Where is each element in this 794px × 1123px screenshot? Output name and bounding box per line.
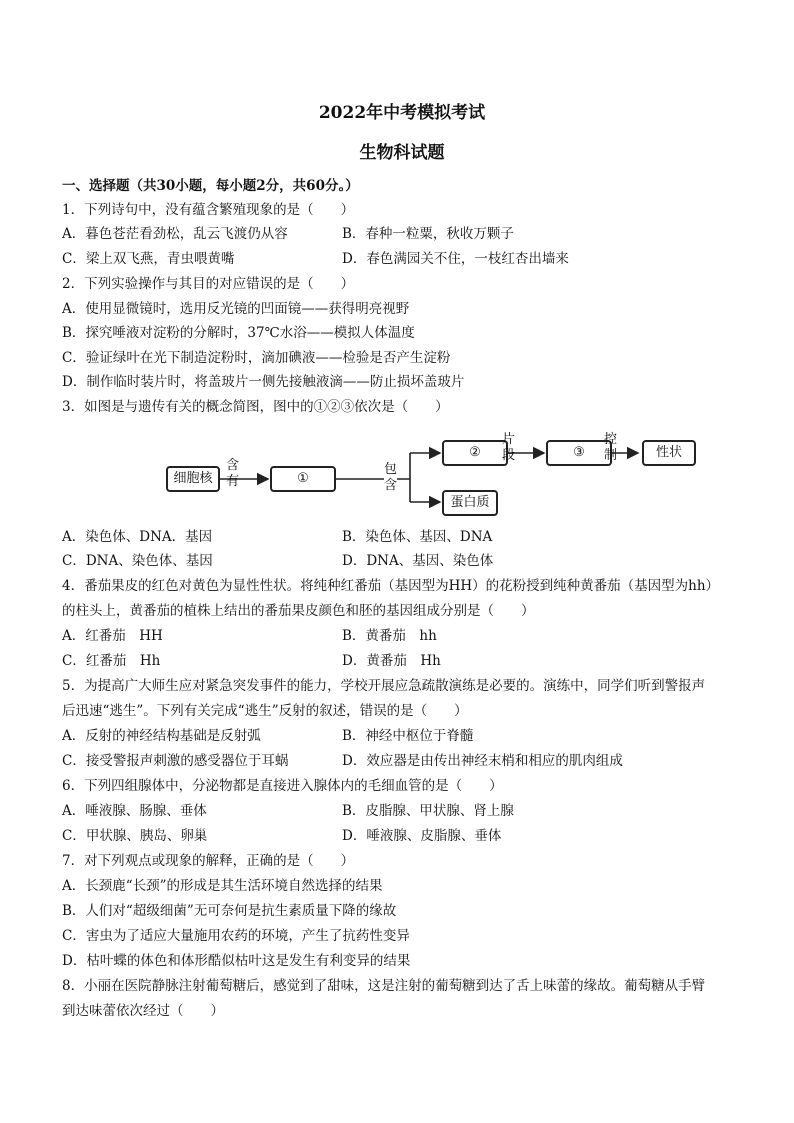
exam-subtitle: 生物科试题 bbox=[359, 143, 445, 163]
q1-option-d: D．春色满园关不住，一枝红杏出墙来 bbox=[342, 251, 569, 267]
q5-stem-line2: 后迅速“逃生”。下列有关完成“逃生”反射的叙述，错误的是（ ） bbox=[62, 703, 468, 719]
q7-stem: 7．对下列观点或现象的解释，正确的是（ ） bbox=[62, 853, 355, 869]
q1-option-a: A．暮色苍茫看劲松，乱云飞渡仍从容 bbox=[62, 226, 288, 242]
q7-option-a: A．长颈鹿“长颈”的形成是其生活环境自然选择的结果 bbox=[62, 878, 383, 894]
box-trait: 性状 bbox=[642, 440, 696, 466]
q7-option-d: D．枯叶蝶的体色和体形酷似枯叶这是发生有利变异的结果 bbox=[62, 953, 411, 969]
q3-option-b: B．染色体、基因、DNA bbox=[342, 529, 493, 545]
q8-stem-line1: 8．小丽在医院静脉注射葡萄糖后，感觉到了甜味，这是注射的葡萄糖到达了舌上味蕾的缘故。葡萄糖从手臂 bbox=[62, 978, 706, 994]
box-nucleus: 细胞核 bbox=[166, 466, 220, 492]
q5-option-b: B．神经中枢位于脊髓 bbox=[342, 728, 474, 744]
q4-option-c: C．红番茄 Hh bbox=[62, 653, 161, 669]
q3-option-a: A．染色体、DNA．基因 bbox=[62, 529, 213, 545]
q2-option-d: D．制作临时装片时，将盖玻片一侧先接触液滴——防止损坏盖玻片 bbox=[62, 374, 465, 390]
q6-option-c: C．甲状腺、胰岛、卵巢 bbox=[62, 828, 208, 844]
q2-option-c: C．验证绿叶在光下制造淀粉时，滴加碘液——检验是否产生淀粉 bbox=[62, 350, 451, 366]
label-control: 控制 bbox=[604, 432, 618, 463]
q6-option-d: D．唾液腺、皮脂腺、垂体 bbox=[342, 828, 502, 844]
q6-stem: 6．下列四组腺体中，分泌物都是直接进入腺体内的毛细血管的是（ ） bbox=[62, 778, 503, 794]
box-one: ① bbox=[270, 466, 336, 492]
box-protein: 蛋白质 bbox=[442, 490, 498, 516]
section-heading: 一、选择题（共30小题，每小题2分，共60分。） bbox=[62, 178, 359, 194]
q4-stem-line2: 的柱头上，黄番茄的植株上结出的番茄果皮颜色和胚的基因组成分别是（ ） bbox=[62, 603, 535, 619]
q6-option-b: B．皮脂腺、甲状腺、肾上腺 bbox=[342, 803, 514, 819]
q1-option-b: B．春种一粒粟，秋收万颗子 bbox=[342, 226, 514, 242]
q5-option-a: A．反射的神经结构基础是反射弧 bbox=[62, 728, 261, 744]
q3-option-c: C．DNA、染色体、基因 bbox=[62, 553, 213, 569]
box-two: ② bbox=[442, 440, 508, 466]
q8-stem-line2: 到达味蕾依次经过（ ） bbox=[62, 1003, 224, 1019]
q5-option-c: C．接受警报声刺激的感受器位于耳蜗 bbox=[62, 753, 289, 769]
q7-option-b: B．人们对“超级细菌”无可奈何是抗生素质量下降的缘故 bbox=[62, 903, 397, 919]
q2-option-a: A．使用显微镜时，选用反光镜的凹面镜——获得明亮视野 bbox=[62, 301, 410, 317]
label-segment: 片段 bbox=[502, 432, 516, 463]
q1-stem: 1．下列诗句中，没有蕴含繁殖现象的是（ ） bbox=[62, 202, 355, 218]
q6-option-a: A．唾液腺、肠腺、垂体 bbox=[62, 803, 207, 819]
q4-option-b: B．黄番茄 hh bbox=[342, 628, 437, 644]
box-three: ③ bbox=[546, 440, 612, 466]
q3-option-d: D．DNA、基因、染色体 bbox=[342, 553, 494, 569]
q7-option-c: C．害虫为了适应大量施用农药的环境，产生了抗药性变异 bbox=[62, 928, 410, 944]
q2-option-b: B．探究唾液对淀粉的分解时，37℃水浴——模拟人体温度 bbox=[62, 325, 415, 341]
label-includes: 包含 bbox=[384, 462, 398, 493]
q1-option-c: C．梁上双飞燕，青虫喂黄嘴 bbox=[62, 251, 235, 267]
q5-stem-line1: 5．为提高广大师生应对紧急突发事件的能力，学校开展应急疏散演练是必要的。演练中，同学们听到警报声 bbox=[62, 678, 706, 694]
q5-option-d: D．效应器是由传出神经末梢和相应的肌肉组成 bbox=[342, 753, 623, 769]
q4-option-d: D．黄番茄 Hh bbox=[342, 653, 441, 669]
exam-title: 2022年中考模拟考试 bbox=[318, 103, 486, 123]
q2-stem: 2．下列实验操作与其目的对应错误的是（ ） bbox=[62, 276, 355, 292]
q4-stem-line1: 4．番茄果皮的红色对黄色为显性性状。将纯种红番茄（基因型为HH）的花粉授到纯种黄番茄（基因型为hh） bbox=[62, 578, 720, 594]
q3-stem: 3．如图是与遗传有关的概念简图，图中的①②③依次是（ ） bbox=[62, 399, 449, 415]
q4-option-a: A．红番茄 HH bbox=[62, 628, 163, 644]
label-contains: 含有 bbox=[226, 458, 240, 489]
